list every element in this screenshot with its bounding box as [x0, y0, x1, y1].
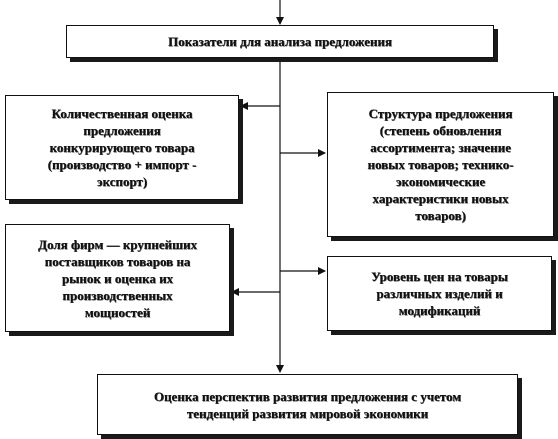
quantitative-assessment-line: Количественная оценка	[51, 106, 193, 121]
supplier-share-line: рынок и оценка их	[61, 270, 174, 286]
offer-structure-line: характеристики новых	[372, 191, 509, 206]
development-prospects-text	[154, 388, 461, 422]
price-level-line: различных изделий и	[376, 286, 503, 301]
offer-structure-box	[327, 92, 554, 237]
price-level-text	[371, 268, 508, 319]
supplier-share-text	[38, 236, 197, 321]
offer-indicators-text	[168, 33, 392, 50]
price-level-line: Уровень цен на товары	[371, 269, 508, 284]
offer-structure-line: экономические	[395, 174, 486, 189]
offer-indicators-box	[66, 25, 494, 58]
offer-structure-line: новых товаров; технико-	[367, 157, 514, 172]
development-prospects-box	[97, 374, 518, 435]
offer-indicators-line: Показатели для анализа предложения	[168, 34, 392, 49]
supplier-share-line: Доля фирм — крупнейших	[38, 236, 197, 252]
offer-structure-line: (степень обновления	[379, 123, 502, 138]
development-prospects-line: тенденций развития мировой экономики	[186, 405, 429, 421]
quantitative-assessment-box	[5, 95, 239, 200]
price-level-box	[327, 256, 552, 331]
quantitative-assessment-line: конкурирующего товара	[49, 140, 195, 155]
price-level-line: модификаций	[398, 303, 481, 318]
quantitative-assessment-text	[48, 105, 197, 190]
offer-structure-line: товаров)	[415, 208, 466, 223]
supplier-share-line: мощностей	[84, 304, 151, 320]
supplier-share-line: производственных	[62, 287, 173, 303]
offer-structure-line: Структура предложения	[368, 106, 513, 121]
quantitative-assessment-line: (производство + импорт -	[47, 157, 197, 172]
quantitative-assessment-line: предложения	[83, 123, 161, 138]
offer-structure-text	[367, 105, 513, 224]
offer-structure-line: ассортимента; значение	[370, 140, 511, 155]
supplier-share-box	[5, 224, 230, 332]
quantitative-assessment-line: экспорт)	[96, 174, 148, 189]
development-prospects-line: Оценка перспектив развития предложения с учетом	[153, 388, 462, 404]
supplier-share-line: поставщиков товаров на	[44, 253, 191, 269]
